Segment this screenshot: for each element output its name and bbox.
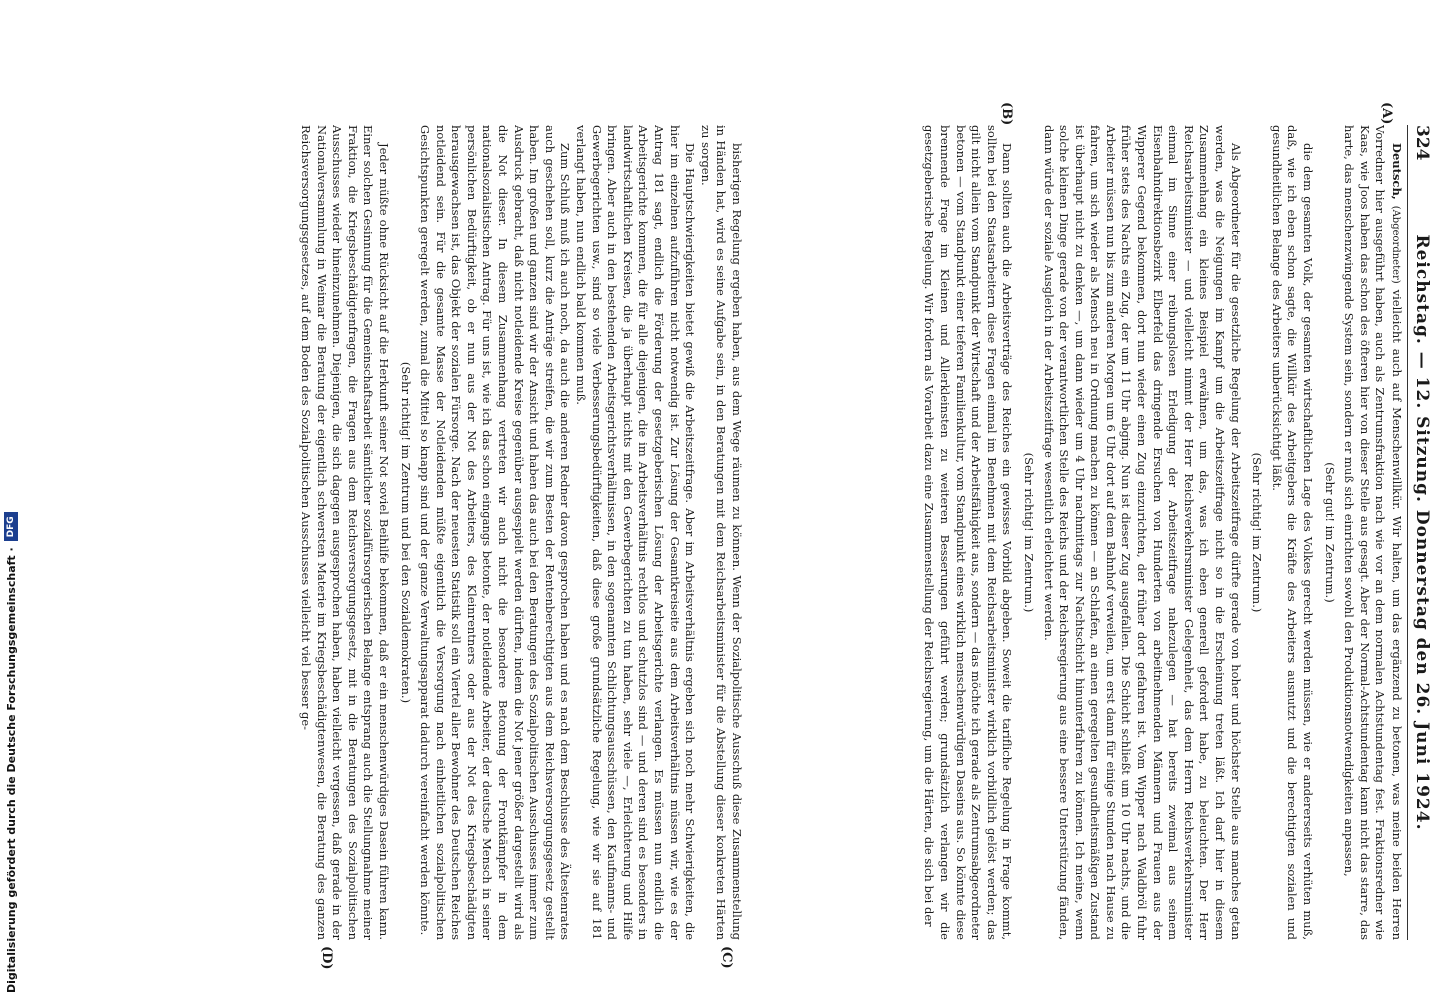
margin-mark-c: (C) bbox=[719, 946, 734, 969]
interjection: (Sehr richtig! im Zentrum und bei den Sozialdemokraten.) bbox=[398, 361, 413, 704]
interjection: (Sehr richtig! im Zentrum.) bbox=[1021, 452, 1036, 613]
paragraph: Jeder müßte ohne Rücksicht auf die Herkunft seiner Not soviel Beihilfe bekommen, daß er ein menschenwürdiges Dasein führen kann. Einer solchen Gesinnung für die Gemeinschaftsarbeit sämtlicher sozialfürsorgerischen Belange entsprang auch die Stellungnahme meiner Fraktion, die Kriegsbeschädigtenfragen, die Fragen aus dem Reichsversorgungsgesetz, mit in die Beratungen des Sozialpolitischen Ausschusses wieder hineinzunehmen. Diejenigen, die sich dagegen ausgesprochen haben, haben vielleicht vergessen, daß gerade in der Nationalversammlung in Weimar die Beratung der eigentlich schwersten Materie im Kriegsbeschädigtenwesen, die Beratung des ganzen Reichsversorgungsgesetzes, auf dem Boden des Sozialpolitischen Ausschusses vielleicht viel besser ge- bbox=[298, 125, 391, 940]
margin-mark-b: (B) bbox=[999, 102, 1014, 126]
speaker-paragraph bbox=[1341, 125, 1404, 940]
paragraph-text: vielleicht auch auf Menschenwillkür. Wir halten, um das ergänzend zu betonen, was meine beiden Herren Vorredner hier ausgeführt haben, auch als Zentrumsfraktion nach wie vor an dem normalen Achtstundentag fest. Fraktionsredner wie Kaas, wie Joos haben das schon des öfteren hier von dieser Stelle aus gesagt. Aber der Normal-Achtstundentag kann nicht das starre, das harte, das menschenzwingende System sein, sondern er muß sich einrichten sowohl den Produktionsnotwendigkeiten anpassen, bbox=[1342, 125, 1404, 940]
paragraph: Dann sollten auch die Arbeitsverträge des Reiches ein gewisses Vorbild abgeben. Soweit die tarifliche Regelung in Frage kommt, sollten bei den Staatsarbeitern diese Fragen einmal im Benehmen mit dem Reichsarbeitsminister wirklich vorbildlich gelöst werden; das gilt nicht allein vom Standpunkt der Wirtschaft und der Arbeitsfähigkeit aus, sondern — das möchte ich gerade als Zentrumsabgeordneter betonen — vom Standpunkt einer tieferen Familienkultur, vom Standpunkt eines wirklich menschenwürdigen Daseins aus. So könnte diese brennende Frage im Kleinen und Allerkleinsten zu weiteren Besserungen geführt werden; grundsätzlich verlangen wir die gesetzgeberische Regelung. Wir fordern als Vorarbeit dazu eine Zusammenstellung der Reichsregierung, um die Härten, die sich bei der bbox=[922, 125, 1015, 940]
left-text-column bbox=[794, 125, 1404, 940]
margin-mark-d: (D) bbox=[319, 946, 334, 970]
speaker-role: (Abgeordneter) bbox=[1390, 205, 1401, 284]
interjection: (Sehr gut! im Zentrum.) bbox=[1322, 462, 1337, 603]
paragraph: Zum Schluß muß ich auch noch, da auch die anderen Redner davon gesprochen haben und es nach dem Beschlusse des Ältestenrates auch geschehen soll, kurz die Anträge streifen, die wir zum Besten der Rentenberechtigten aus dem Reichsversorgungsgesetz gestellt haben. Im großen und ganzen sind wir der Ansicht und haben das auch bei den Beratungen des Sozialpolitischen Ausschusses immer zum Ausdruck gebracht, daß nicht notleidende Kreise gegenüber ausgespielt werden dürften, indem die Not jener größer dargestellt wird als die Not dieser. In diesem Zusammenhang vertreten wir auch nicht die besondere Betonung der Frontkämpfer in dem nationalsozialistischen Antrag. Für uns ist, wie ich das schon eingangs betonte, der notleidende Arbeiter, der deutsche Mensch in seiner persönlichen Bedürftigkeit, ob er nun aus der Not des Arbeiters, des Kleinrentners oder aus der Not des Kriegsbeschädigten herausgewachsen ist, das Objekt der sozialen Fürsorge. Nach der neuesten Statistik soll ein Viertel aller Bewohner des Deutschen Reiches notleidend sein. Für die gesamte Masse der Notleidenden müßte eigentlich die Versorgung nach einheitlichen sozialpolitischen Gesichtspunkten geregelt werden, zumal die Mittel so knapp sind und der ganze Verwaltungsapparat dadurch vereinfacht werden könnte. bbox=[418, 125, 573, 940]
paragraph: Die Hauptschwierigkeiten bietet gewiß die Arbeitszeitfrage. Aber im Arbeitsverhältnis ergeben sich noch mehr Schwierigkeiten, die hier im einzelnen aufzuführen nicht notwendig ist. Zur Lösung der Gesamtkreiseite aus dem Arbeitsverhältnis müssen wir, wie es der Antrag 181 sagt, endlich die Förderung der gesetzgeberischen Lösung der Arbeitsgerichte verlangen. Es müssen nun endlich die Arbeitsgerichte kommen, die für alle diejenigen, die im Arbeitsverhältnis rechtlos und schutzlos sind — und deren sind es besonders in landwirtschaftlichen Kreisen, die ja überhaupt nichts mit den Gewerbegerichten zu tun haben, sehr viele —, Erleichterung und Hilfe bringen. Aber auch in den bestehenden Arbeitsgerichtsverhältnissen, in den sogenannten Schlichtungsausschüssen, den Kaufmanns- und Gewerbegerichten usw., sind so viele Verbesserungsbedürftigkeiten, daß diese große grundsätzliche Regelung, wie wir sie auf 181 verlangt haben, nun endlich bald kommen muß. bbox=[574, 125, 698, 940]
margin-mark-a: (A) bbox=[1379, 102, 1394, 125]
dfg-logo: DFG bbox=[4, 512, 18, 541]
interjection: (Sehr richtig! im Zentrum.) bbox=[1250, 452, 1265, 613]
credit-text: Digitalisierung gefördert durch die Deutsche Forschungsgemeinschaft · bbox=[4, 547, 18, 993]
right-text-column bbox=[134, 125, 744, 940]
speaker-name: Deutsch, bbox=[1390, 143, 1404, 200]
page-header bbox=[1407, 125, 1434, 940]
page-number: 324 bbox=[1412, 125, 1432, 161]
paragraph: Als Abgeordneter für die gesetzliche Regelung der Arbeitszeitfrage dürfte gerade von hoher und höchster Stelle aus manches getan werden, was die Neigungen im Kampf um die Arbeitszeitfrage nicht so in die Erscheinung treten läßt. Ich darf hier in diesem Zusammenhang ein kleines Beispiel erwähnen, um das, was ich eben generell gefordert habe, zu beleuchten. Der Herr Reichsarbeitsminister — und vielleicht nimmt der Herr Reichsverkehrsminister Gelegenheit, das dem Herrn Reichsverkehrsminister einmal im Sinne einer reibungslosen Erledigung der Arbeitszeitfrage nahezulegen — hat bereits zweimal aus seinem Eisenbahndirektionsbezirk Elberfeld das dringende Ersuchen von Hunderten von arbeitnehmenden Männern und Frauen aus der Wipperer Gegend bekommen, dort nun wieder einen Zug einzurichten, der früher dort gefahren ist. Vom Wipper nach Waldbröl fuhr früher stets des Nachts ein Zug, der um 11 Uhr abging. Nun ist dieser Zug ausgefallen. Die Schicht schließt um 10 Uhr nachts, und die Arbeiter müssen nun bis zum anderen Morgen um 6 Uhr dort auf dem Bahnhof verweilen, um erst dann für einige Stunden nach Hause zu fahren, um sich wieder als Mensch neu in Ordnung machen zu können — an Schlafen, an einen geregelten gesundheitsmäßigen Zustand ist überhaupt nicht zu denken —, um dann wieder um 4 Uhr nachmittags zur Nachtschicht hinunterfahren zu können. Ich meine, wenn solche kleinen Dinge gerade von der verantwortlichen Stelle des Reichs und der Reichsregierung aus eine bessere Unterstützung fänden, dann würde der soziale Ausgleich in der Arbeitszeitfrage wesentlich erleichtert werden. bbox=[1041, 125, 1243, 940]
running-title: Reichstag. — 12. Sitzung. Donnerstag den 26. Juni 1924. bbox=[1412, 234, 1432, 831]
digitization-credit bbox=[2, 3, 20, 993]
paragraph: bisherigen Regelung ergeben haben, aus dem Wege räumen zu können. Wenn der Sozialpolitische Ausschuß diese Zusammenstellung in Händen hat, wird es seine Aufgabe sein, in den Beratungen mit dem Reichsarbeitsminister für die Abstellung dieser konkreten Härten zu sorgen. bbox=[698, 125, 744, 940]
paragraph: die dem gesamten Volk, der gesamten wirtschaftlichen Lage des Volkes gerecht werden müssen, wie er andererseits verhüten muß, daß, wie ich eben schon sagte, die Willkür des Arbeitgebers die Kräfte des Arbeiters ausnutzt und die berechtigten sozialen und gesundheitlichen Belange des Arbeiters unberücksichtigt läßt. bbox=[1269, 125, 1316, 940]
